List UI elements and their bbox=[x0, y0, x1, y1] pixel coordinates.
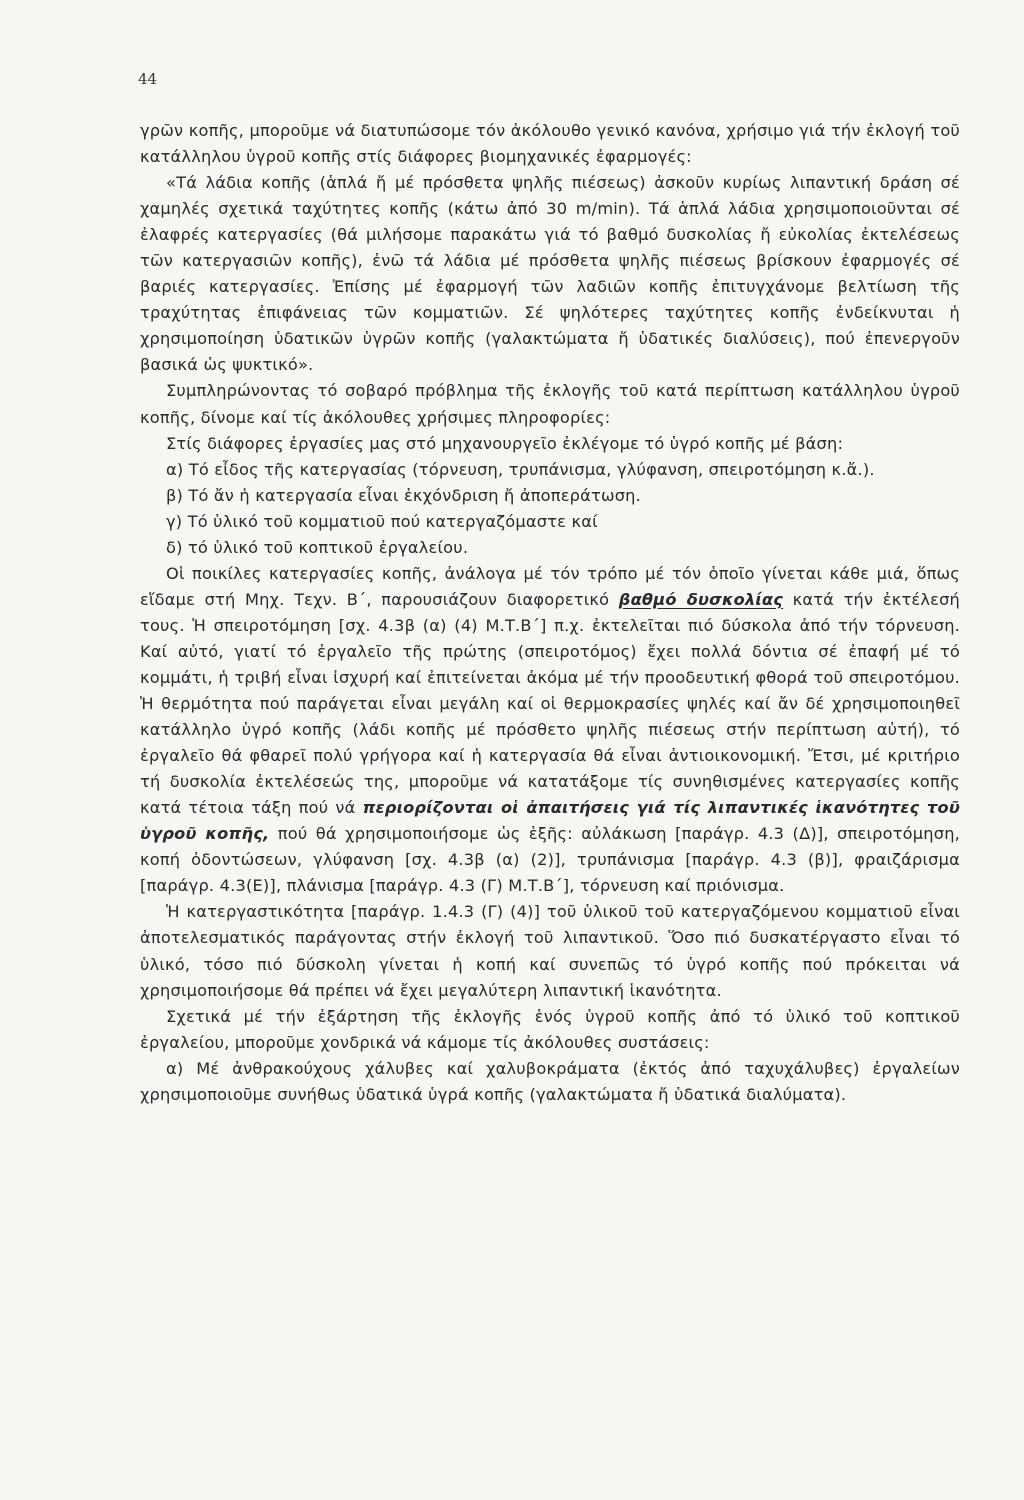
text-run: δ) τό ὑλικό τοῦ κοπτικοῦ ἐργαλείου. bbox=[166, 537, 469, 557]
text-run: Σχετικά μέ τήν ἐξάρτηση τῆς ἐκλογῆς ἑνός ὑγροῦ κοπῆς ἀπό τό ὑλικό τοῦ κοπτικοῦ ἐργαλείου, μποροῦμε χονδρικά νά κάμομε τίς ἀκόλουθες συστάσεις: bbox=[140, 1006, 960, 1052]
list-item-p6 bbox=[140, 483, 960, 509]
text-run: γρῶν κοπῆς, μποροῦμε νά διατυπώσομε τόν ἀκόλουθο γενικό κανόνα, χρήσιμο γιά τήν ἐκλογή τοῦ κατάλληλου ὑγροῦ κοπῆς στίς διάφορες βιομηχανικές ἐφαρμογές: bbox=[140, 121, 960, 167]
text-run: α) Μέ ἀνθρακούχους χάλυβες καί χαλυβοκράματα (ἐκτός ἀπό ταχυχάλυβες) ἐργαλείων χρησιμοποιοῦμε συνήθως ὑδατικά ὑγρά κοπῆς (γαλακτώματα ἤ ὑδατικά διαλύματα). bbox=[140, 1058, 960, 1104]
paragraph-p10 bbox=[140, 899, 960, 1003]
text-run: β) Τό ἄν ἡ κατεργασία εἶναι ἐκχόνδριση ἤ ἀποπεράτωση. bbox=[166, 485, 641, 505]
paragraph-p3 bbox=[140, 378, 960, 430]
text-run: α) Τό εἶδος τῆς κατεργασίας (τόρνευση, τρυπάνισμα, γλύφανση, σπειροτόμηση κ.ἄ.). bbox=[166, 459, 875, 479]
text-run: Στίς διάφορες ἐργασίες μας στό μηχανουργεῖο ἐκλέγομε τό ὑγρό κοπῆς μέ βάση: bbox=[166, 433, 844, 453]
list-item-p8 bbox=[140, 535, 960, 561]
paragraph-p12 bbox=[140, 1056, 960, 1108]
body-text bbox=[140, 118, 960, 1108]
text-run: πού θά χρησιμοποιήσομε ὡς ἑξῆς: αὐλάκωση [παράγρ. 4.3 (Δ)], σπειροτόμηση, κοπή ὀδοντώσεων, γλύφανση [σχ. 4.3β (α) (2)], τρυπάνισμα [παράγρ. 4.3 (β)], φραιζάρισμα [παράγρ. 4.3(Ε)], πλάνισμα [παράγρ. 4.3 (Γ) Μ.Τ.Β΄], τόρνευση καί πριόνισμα. bbox=[140, 824, 961, 896]
list-item-p5 bbox=[140, 457, 960, 483]
paragraph-p2 bbox=[140, 170, 960, 378]
paragraph-p4 bbox=[140, 431, 960, 457]
list-item-p7 bbox=[140, 509, 960, 535]
text-run: Συμπληρώνοντας τό σοβαρό πρόβλημα τῆς ἐκλογῆς τοῦ κατά περίπτωση κατάλληλου ὑγροῦ κοπῆς, δίνομε καί τίς ἀκόλουθες χρήσιμες πληροφορίες: bbox=[140, 381, 960, 427]
text-run: «Τά λάδια κοπῆς (ἁπλά ἤ μέ πρόσθετα ψηλῆς πιέσεως) ἀσκοῦν κυρίως λιπαντική δράση σέ χαμηλές σχετικά ταχύτητες κοπῆς (κάτω ἀπό 30 m/min). Τά ἁπλά λάδια χρησιμοποιοῦνται σέ ἐλαφρές κατεργασίες (θά μιλήσομε παρακάτω γιά τό βαθμό δυσκολίας ἤ εὐκολίας ἐκτελέσεως τῶν κατεργασιῶν κοπῆς), ἐνῶ τά λάδια μέ πρόσθετα ψηλῆς πιέσεως βρίσκουν ἐφαρμογές σέ βαριές κατεργασίες. Ἐπίσης μέ ἐφαρμογή τῶν λαδιῶν κοπῆς ἐπιτυγχάνομε βελτίωση τῆς τραχύτητας ἐπιφάνειας τῶν κομματιῶν. Σέ ψηλότερες ταχύτητες κοπῆς ἐνδείκνυται ἡ χρησιμοποίηση ὑδατικῶν ὑγρῶν κοπῆς (γαλακτώματα ἤ ὑδατικές διαλύσεις), πού ἐπενεργοῦν βασικά ὡς ψυκτικό». bbox=[140, 173, 960, 375]
text-run: γ) Τό ὑλικό τοῦ κομματιοῦ πού κατεργαζόμαστε καί bbox=[166, 511, 598, 531]
paragraph-p11 bbox=[140, 1004, 960, 1056]
paragraph-p9 bbox=[140, 561, 960, 900]
text-run: κατά τήν ἐκτέλεσή τους. Ἡ σπειροτόμηση [σχ. 4.3β (α) (4) Μ.Τ.Β΄] π.χ. ἐκτελεῖται πιό δύσκολα ἀπό τήν τόρνευση. Καί αὐτό, γιατί τό ἐργαλεῖο τῆς πρώτης (σπειροτόμος) ἔχει πολλά δόντια σέ ἐπαφή μέ τό κομμάτι, ἡ τριβή εἶναι ἰσχυρή καί ἐπιτείνεται ἀκόμα μέ τήν προοδευτική φθορά τοῦ σπειροτόμου. Ἡ θερμότητα πού παράγεται εἶναι μεγάλη καί οἱ θερμοκρασίες ψηλές καί ἄν δέ χρησιμοποιηθεῖ κατάλληλο ὑγρό κοπῆς (λάδι κοπῆς μέ πρόσθετο ψηλῆς πιέσεως στήν περίπτωση αὐτή), τό ἐργαλεῖο θά φθαρεῖ πολύ γρήγορα καί ἡ κατεργασία θά εἶναι ἀντιοικονομική. Ἔτσι, μέ κριτήριο τή δυσκολία ἐκτελέσεώς της, μποροῦμε νά κατατάξομε τίς συνηθισμένες κατεργασίες κοπῆς κατά τέτοια τάξη πού νά bbox=[140, 589, 960, 818]
text-run: Ἡ κατεργαστικότητα [παράγρ. 1.4.3 (Γ) (4)] τοῦ ὑλικοῦ τοῦ κατεργαζόμενου κομματιοῦ εἶναι ἀποτελεσματικός παράγοντας στήν ἐκλογή τοῦ λιπαντικοῦ. Ὅσο πιό δυσκατέργαστο εἶναι τό ὑλικό, τόσο πιό δύσκολη γίνεται ἡ κοπή καί συνεπῶς τό ὑγρό κοπῆς πού πρόκειται νά χρησιμοποιήσομε θά πρέπει νά ἔχει μεγαλύτερη λιπαντική ἱκανότητα. bbox=[140, 902, 960, 1000]
emphasized-text: περιορίζονται οἱ ἀπαιτήσεις γιά τίς λιπαντικές ἱκανότητες τοῦ ὑγροῦ κοπῆς, bbox=[140, 798, 960, 844]
paragraph-p1 bbox=[140, 118, 960, 170]
text-run: Οἱ ποικίλες κατεργασίες κοπῆς, ἀνάλογα μέ τόν τρόπο μέ τόν ὁποῖο γίνεται κάθε μιά, ὅπως εἴδαμε στή Μηχ. Τεχν. Β΄, παρουσιάζουν διαφορετικό bbox=[140, 563, 960, 609]
emphasized-text: βαθμό δυσκολίας bbox=[618, 589, 784, 609]
page-number: 44 bbox=[138, 70, 158, 88]
